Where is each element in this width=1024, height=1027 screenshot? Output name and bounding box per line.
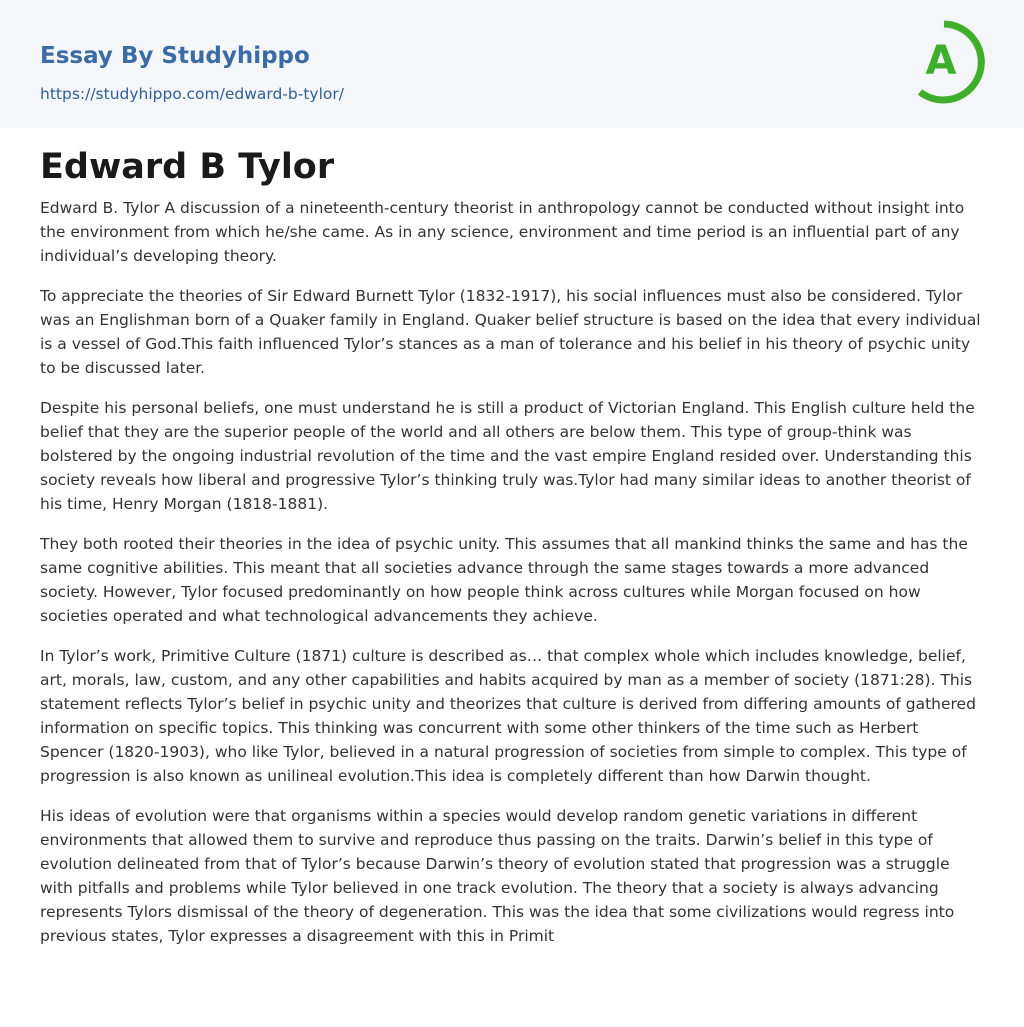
article-body: [0, 128, 1024, 948]
page-title: Edward B Tylor: [40, 147, 335, 187]
article-url-link[interactable]: https://studyhippo.com/edward-b-tylor/: [40, 85, 344, 103]
paragraph: In Tylor’s work, Primitive Culture (1871) culture is described as… that complex whole which includes knowledge, belief, art, morals, law, custom, and any other capabilities and habits acquired by man as a member of society (1871:28). This statement reflects Tylor’s belief in psychic unity and theorizes that culture is derived from differing amounts of gathered information on specific topics. This thinking was concurrent with some other thinkers of the time such as Herbert Spencer (1820-1903), who like Tylor, believed in a natural progression of societies from simple to complex. This type of progression is also known as unilineal evolution.This idea is completely different than how Darwin thought.: [40, 647, 976, 785]
studyhippo-logo-icon[interactable]: [914, 18, 986, 104]
paragraph: To appreciate the theories of Sir Edward Burnett Tylor (1832-1917), his social influences must also be considered. Tylor was an Englishman born of a Quaker family in England. Quaker belief structure is based on the idea that every individual is a vessel of God.This faith influenced Tylor’s stances as a man of tolerance and his belief in his theory of psychic unity to be discussed later.: [40, 287, 981, 377]
paragraph: His ideas of evolution were that organisms within a species would develop random genetic variations in different environments that allowed them to survive and reproduce thus passing on the traits. Darwin’s belief in this type of evolution delineated from that of Tylor’s because Darwin’s theory of evolution stated that progression was a struggle with pitfalls and problems while Tylor believed in one track evolution. The theory that a society is always advancing represents Tylors dismissal of the theory of degeneration. This was the idea that some civilizations would regress into previous states, Tylor expresses a disagreement with this in Primit: [40, 807, 955, 945]
paragraph: Edward B. Tylor A discussion of a nineteenth-century theorist in anthropology cannot be conducted without insight into the environment from which he/she came. As in any science, environment and time period is an influential part of any individual’s developing theory.: [40, 199, 965, 265]
paragraph: They both rooted their theories in the idea of psychic unity. This assumes that all mankind thinks the same and has the same cognitive abilities. This meant that all societies advance through the same stages towards a more advanced society. However, Tylor focused predominantly on how people think across cultures while Morgan focused on how societies operated and what technological advancements they achieve.: [40, 535, 968, 625]
logo-letter: A: [925, 38, 957, 84]
site-name[interactable]: Essay By Studyhippo: [40, 43, 310, 69]
site-header: [0, 0, 1024, 128]
paragraph: Despite his personal beliefs, one must understand he is still a product of Victorian England. This English culture held the belief that they are the superior people of the world and all others are below them. This type of group-think was bolstered by the ongoing industrial revolution of the time and the vast empire England resided over. Understanding this society reveals how liberal and progressive Tylor’s thinking truly was.Tylor had many similar ideas to another theorist of his time, Henry Morgan (1818-1881).: [40, 399, 975, 513]
